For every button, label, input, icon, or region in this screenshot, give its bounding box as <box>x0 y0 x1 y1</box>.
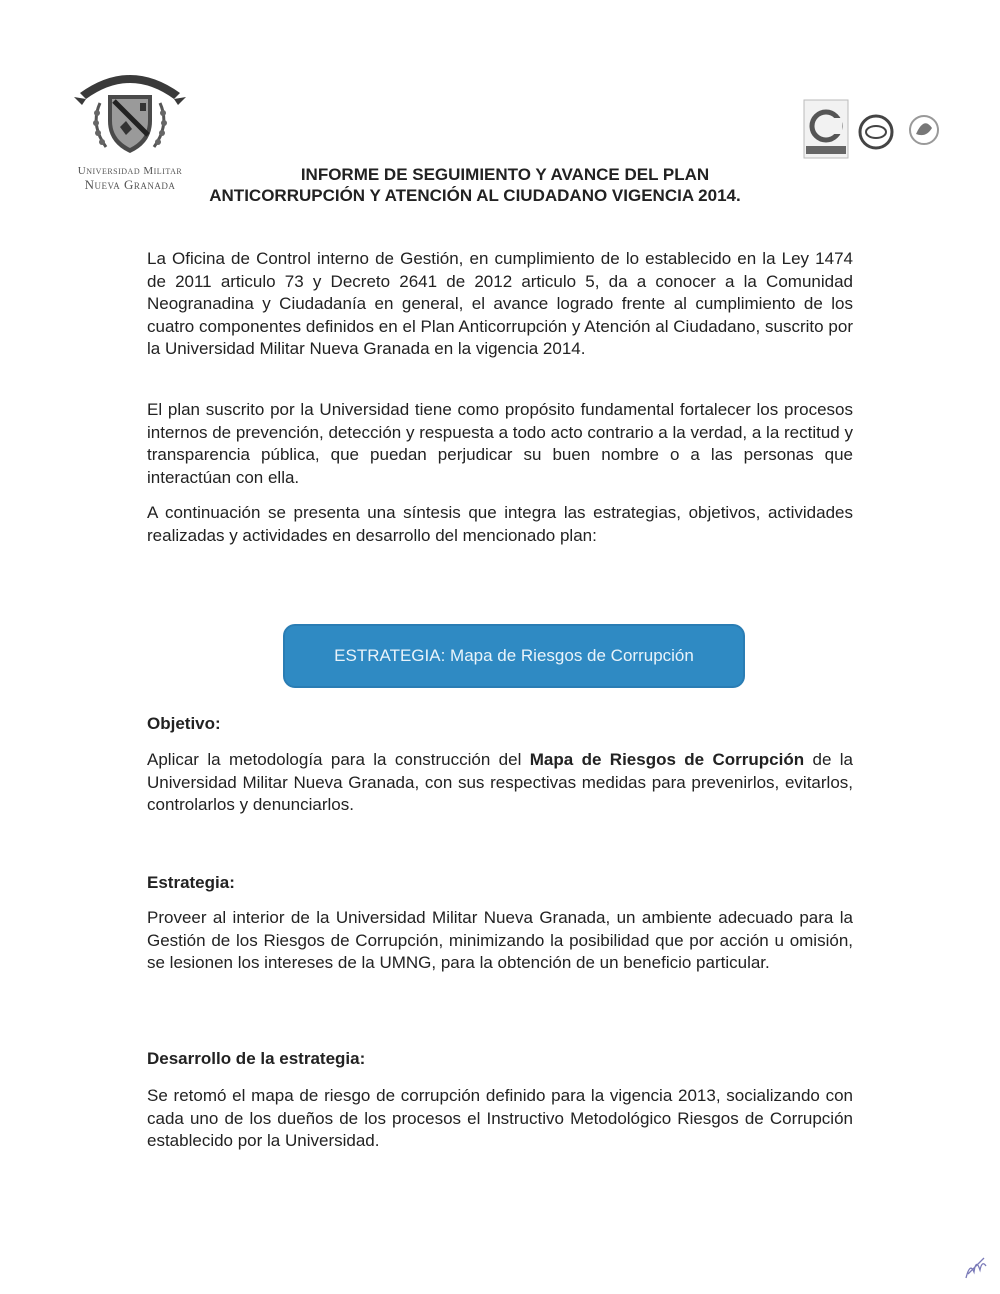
intro-paragraph-1: La Oficina de Control interno de Gestión, en cumplimiento de lo establecido en la Ley 1474 de 2011 articulo 73 y Decreto 2641 de 2012 articulo 5, da a conocer a la Comunidad Neogranadina y Ciudadanía en general, el avance logrado frente al cumplimiento de los cuatro componentes definidos en el Plan Anticorrupción y Atención al Ciudadano, suscrito por la Universidad Militar Nueva Granada en la vigencia 2014. <box>147 249 853 358</box>
development-text: Se retomó el mapa de riesgo de corrupción definido para la vigencia 2013, socializando con cada uno de los dueños de los procesos el Instructivo Metodológico Riesgos de Corrupción establecido por la Universidad. <box>147 1086 853 1150</box>
university-crest-icon <box>70 55 190 163</box>
title-line1: INFORME DE SEGUIMIENTO Y AVANCE DEL PLAN <box>300 165 710 184</box>
strategy-heading: Estrategia: <box>147 873 235 892</box>
gp-certification-icon <box>910 116 938 144</box>
icontec-certification-icon <box>804 100 848 158</box>
university-name-line2: Nueva Granada <box>84 177 176 192</box>
strategy-title-box: ESTRATEGIA: Mapa de Riesgos de Corrupción <box>283 624 745 688</box>
intro-paragraph-3: A continuación se presenta una síntesis que integra las estrategias, objetivos, actividades realizadas y actividades en desarrollo del mencionado plan: <box>147 503 853 545</box>
university-logo <box>60 55 200 191</box>
objective-text-bold: Mapa de Riesgos de Corrupción <box>529 750 805 769</box>
intro-paragraph-2: El plan suscrito por la Universidad tiene como propósito fundamental fortalecer los procesos internos de prevención, detección y respuesta a todo acto contrario a la verdad, a la rectitud y transparencia pública, que puedan perjudicar su buen nombre o a las personas que interactúan con ella. <box>147 400 853 487</box>
objective-heading: Objetivo: <box>147 714 221 733</box>
strategy-text: Proveer al interior de la Universidad Militar Nueva Granada, un ambiente adecuado para la Gestión de los Riesgos de Corrupción, minimizando la posibilidad que por acción u omisión, se lesionen los intereses de la UMNG, para la obtención de un beneficio particular. <box>147 908 853 972</box>
title-line2: ANTICORRUPCIÓN Y ATENCIÓN AL CIUDADANO VIGENCIA 2014. <box>209 186 741 205</box>
university-name-line1: Universidad Militar <box>77 165 183 177</box>
certification-logos <box>800 98 950 160</box>
document-title <box>195 164 815 206</box>
objective-text-before: Aplicar la metodología para la construcción del <box>147 750 530 769</box>
handwritten-initials-signature <box>962 1252 990 1287</box>
iqnet-certification-icon <box>860 116 892 148</box>
objective-text <box>147 749 853 817</box>
development-heading: Desarrollo de la estrategia: <box>147 1049 366 1068</box>
objective-text-after: de la Universidad Militar Nueva Granada, con sus respectivas medidas para prevenirlos, evitarlos, controlarlos y denunciarlos. <box>147 750 854 814</box>
